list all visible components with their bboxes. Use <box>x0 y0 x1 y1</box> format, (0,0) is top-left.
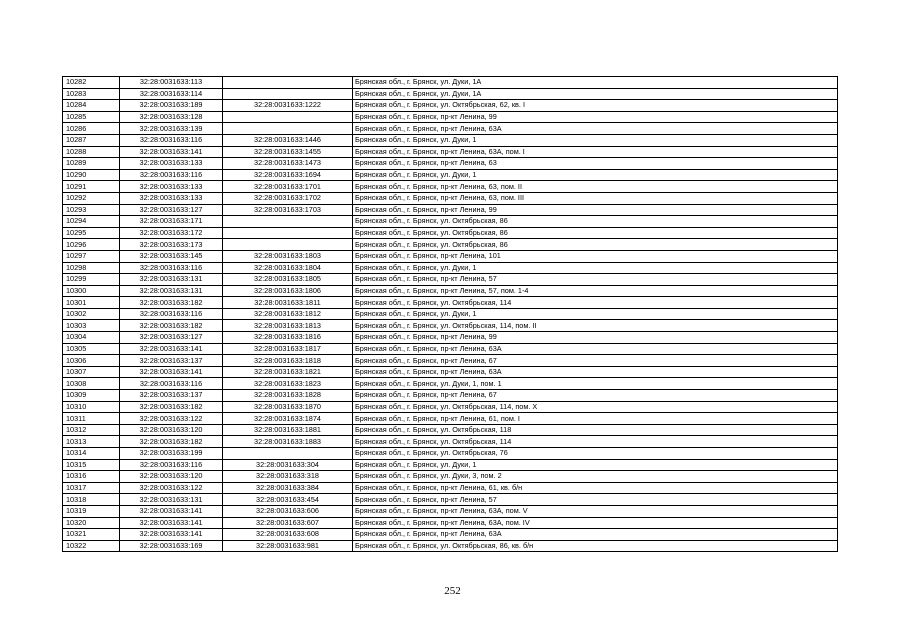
parcel-number-cell: 32:28:0031633:131 <box>120 274 223 286</box>
table-row <box>63 216 838 228</box>
object-number-cell <box>223 239 353 251</box>
table-row <box>63 181 838 193</box>
row-number-cell: 10288 <box>63 146 120 158</box>
object-number-cell: 32:28:0031633:981 <box>223 540 353 552</box>
object-number-cell <box>223 88 353 100</box>
table-row <box>63 436 838 448</box>
object-number-cell: 32:28:0031633:1823 <box>223 378 353 390</box>
row-number-cell: 10312 <box>63 424 120 436</box>
table-row <box>63 448 838 460</box>
row-number-cell: 10284 <box>63 100 120 112</box>
row-number-cell: 10292 <box>63 192 120 204</box>
table-row <box>63 459 838 471</box>
table-row <box>63 366 838 378</box>
row-number-cell: 10316 <box>63 471 120 483</box>
row-number-cell: 10287 <box>63 134 120 146</box>
object-number-cell <box>223 123 353 135</box>
address-cell: Брянская обл., г. Брянск, ул. Октябрьская, 62, кв. I <box>353 100 838 112</box>
address-cell: Брянская обл., г. Брянск, пр-кт Ленина, 63 <box>353 158 838 170</box>
table-row <box>63 285 838 297</box>
address-cell: Брянская обл., г. Брянск, пр-кт Ленина, 63, пом. II <box>353 181 838 193</box>
parcel-number-cell: 32:28:0031633:131 <box>120 494 223 506</box>
row-number-cell: 10319 <box>63 505 120 517</box>
row-number-cell: 10291 <box>63 181 120 193</box>
row-number-cell: 10314 <box>63 448 120 460</box>
address-cell: Брянская обл., г. Брянск, пр-кт Ленина, 67 <box>353 390 838 402</box>
address-cell: Брянская обл., г. Брянск, ул. Дуки, 1 <box>353 134 838 146</box>
address-cell: Брянская обл., г. Брянск, ул. Октябрьская, 114 <box>353 436 838 448</box>
object-number-cell: 32:28:0031633:1701 <box>223 181 353 193</box>
object-number-cell: 32:28:0031633:384 <box>223 482 353 494</box>
address-cell: Брянская обл., г. Брянск, пр-кт Ленина, 99 <box>353 204 838 216</box>
object-number-cell: 32:28:0031633:1828 <box>223 390 353 402</box>
parcel-number-cell: 32:28:0031633:145 <box>120 250 223 262</box>
object-number-cell: 32:28:0031633:1818 <box>223 355 353 367</box>
table-row <box>63 529 838 541</box>
row-number-cell: 10298 <box>63 262 120 274</box>
address-cell: Брянская обл., г. Брянск, пр-кт Ленина, 63А, пом. I <box>353 146 838 158</box>
object-number-cell: 32:28:0031633:1813 <box>223 320 353 332</box>
table-row <box>63 227 838 239</box>
object-number-cell <box>223 111 353 123</box>
row-number-cell: 10295 <box>63 227 120 239</box>
row-number-cell: 10307 <box>63 366 120 378</box>
parcel-number-cell: 32:28:0031633:182 <box>120 401 223 413</box>
object-number-cell: 32:28:0031633:1694 <box>223 169 353 181</box>
address-cell: Брянская обл., г. Брянск, пр-кт Ленина, 63, пом. III <box>353 192 838 204</box>
address-cell: Брянская обл., г. Брянск, ул. Октябрьская, 114, пом. X <box>353 401 838 413</box>
address-cell: Брянская обл., г. Брянск, ул. Октябрьская, 86 <box>353 239 838 251</box>
row-number-cell: 10305 <box>63 343 120 355</box>
parcel-number-cell: 32:28:0031633:116 <box>120 169 223 181</box>
object-number-cell: 32:28:0031633:1806 <box>223 285 353 297</box>
parcel-number-cell: 32:28:0031633:127 <box>120 204 223 216</box>
object-number-cell: 32:28:0031633:1473 <box>223 158 353 170</box>
address-cell: Брянская обл., г. Брянск, ул. Октябрьская, 76 <box>353 448 838 460</box>
address-cell: Брянская обл., г. Брянск, ул. Октябрьская, 114 <box>353 297 838 309</box>
address-cell: Брянская обл., г. Брянск, пр-кт Ленина, 63А <box>353 529 838 541</box>
address-cell: Брянская обл., г. Брянск, ул. Дуки, 1 <box>353 459 838 471</box>
row-number-cell: 10293 <box>63 204 120 216</box>
row-number-cell: 10283 <box>63 88 120 100</box>
table-row <box>63 158 838 170</box>
table-row <box>63 540 838 552</box>
parcel-number-cell: 32:28:0031633:141 <box>120 146 223 158</box>
address-cell: Брянская обл., г. Брянск, пр-кт Ленина, 99 <box>353 111 838 123</box>
table-row <box>63 332 838 344</box>
row-number-cell: 10309 <box>63 390 120 402</box>
object-number-cell: 32:28:0031633:1222 <box>223 100 353 112</box>
address-cell: Брянская обл., г. Брянск, пр-кт Ленина, 63А <box>353 366 838 378</box>
parcel-number-cell: 32:28:0031633:133 <box>120 181 223 193</box>
object-number-cell: 32:28:0031633:304 <box>223 459 353 471</box>
parcel-number-cell: 32:28:0031633:141 <box>120 505 223 517</box>
parcel-number-cell: 32:28:0031633:113 <box>120 77 223 89</box>
row-number-cell: 10300 <box>63 285 120 297</box>
address-cell: Брянская обл., г. Брянск, пр-кт Ленина, 57 <box>353 274 838 286</box>
parcel-number-cell: 32:28:0031633:131 <box>120 285 223 297</box>
table-row <box>63 505 838 517</box>
table-row <box>63 250 838 262</box>
object-number-cell: 32:28:0031633:318 <box>223 471 353 483</box>
address-cell: Брянская обл., г. Брянск, пр-кт Ленина, 63А, пом. V <box>353 505 838 517</box>
row-number-cell: 10320 <box>63 517 120 529</box>
address-cell: Брянская обл., г. Брянск, ул. Октябрьская, 86, кв. б/н <box>353 540 838 552</box>
parcel-number-cell: 32:28:0031633:171 <box>120 216 223 228</box>
table-row <box>63 146 838 158</box>
row-number-cell: 10321 <box>63 529 120 541</box>
table-row <box>63 471 838 483</box>
parcel-number-cell: 32:28:0031633:137 <box>120 390 223 402</box>
table-row <box>63 401 838 413</box>
row-number-cell: 10289 <box>63 158 120 170</box>
object-number-cell: 32:28:0031633:1821 <box>223 366 353 378</box>
object-number-cell: 32:28:0031633:1816 <box>223 332 353 344</box>
row-number-cell: 10311 <box>63 413 120 425</box>
address-cell: Брянская обл., г. Брянск, пр-кт Ленина, 101 <box>353 250 838 262</box>
row-number-cell: 10294 <box>63 216 120 228</box>
parcel-number-cell: 32:28:0031633:116 <box>120 134 223 146</box>
row-number-cell: 10322 <box>63 540 120 552</box>
parcel-number-cell: 32:28:0031633:122 <box>120 413 223 425</box>
table-row <box>63 123 838 135</box>
parcel-number-cell: 32:28:0031633:114 <box>120 88 223 100</box>
row-number-cell: 10310 <box>63 401 120 413</box>
row-number-cell: 10313 <box>63 436 120 448</box>
object-number-cell: 32:28:0031633:1811 <box>223 297 353 309</box>
parcel-number-cell: 32:28:0031633:116 <box>120 378 223 390</box>
parcel-number-cell: 32:28:0031633:189 <box>120 100 223 112</box>
table-row <box>63 378 838 390</box>
object-number-cell: 32:28:0031633:1870 <box>223 401 353 413</box>
address-cell: Брянская обл., г. Брянск, ул. Дуки, 3, пом. 2 <box>353 471 838 483</box>
parcel-number-cell: 32:28:0031633:172 <box>120 227 223 239</box>
table-row <box>63 355 838 367</box>
parcel-number-cell: 32:28:0031633:173 <box>120 239 223 251</box>
parcel-number-cell: 32:28:0031633:116 <box>120 459 223 471</box>
row-number-cell: 10318 <box>63 494 120 506</box>
address-cell: Брянская обл., г. Брянск, пр-кт Ленина, 99 <box>353 332 838 344</box>
object-number-cell: 32:28:0031633:1817 <box>223 343 353 355</box>
page-number: 252 <box>444 585 461 597</box>
parcel-number-cell: 32:28:0031633:141 <box>120 343 223 355</box>
object-number-cell: 32:28:0031633:1812 <box>223 308 353 320</box>
row-number-cell: 10306 <box>63 355 120 367</box>
object-number-cell: 32:28:0031633:1804 <box>223 262 353 274</box>
parcel-number-cell: 32:28:0031633:137 <box>120 355 223 367</box>
object-number-cell: 32:28:0031633:1455 <box>223 146 353 158</box>
address-cell: Брянская обл., г. Брянск, пр-кт Ленина, 57, пом. 1-4 <box>353 285 838 297</box>
parcel-number-cell: 32:28:0031633:116 <box>120 308 223 320</box>
row-number-cell: 10302 <box>63 308 120 320</box>
object-number-cell: 32:28:0031633:1874 <box>223 413 353 425</box>
address-cell: Брянская обл., г. Брянск, ул. Дуки, 1, пом. 1 <box>353 378 838 390</box>
table-row <box>63 134 838 146</box>
object-number-cell: 32:28:0031633:1446 <box>223 134 353 146</box>
address-cell: Брянская обл., г. Брянск, ул. Дуки, 1 <box>353 169 838 181</box>
address-cell: Брянская обл., г. Брянск, пр-кт Ленина, 57 <box>353 494 838 506</box>
parcel-number-cell: 32:28:0031633:182 <box>120 320 223 332</box>
row-number-cell: 10315 <box>63 459 120 471</box>
parcel-number-cell: 32:28:0031633:127 <box>120 332 223 344</box>
object-number-cell: 32:28:0031633:607 <box>223 517 353 529</box>
address-cell: Брянская обл., г. Брянск, ул. Октябрьская, 114, пом. II <box>353 320 838 332</box>
table-row <box>63 274 838 286</box>
table-row <box>63 494 838 506</box>
object-number-cell: 32:28:0031633:608 <box>223 529 353 541</box>
object-number-cell <box>223 227 353 239</box>
object-number-cell: 32:28:0031633:1702 <box>223 192 353 204</box>
parcel-number-cell: 32:28:0031633:133 <box>120 158 223 170</box>
parcel-number-cell: 32:28:0031633:128 <box>120 111 223 123</box>
table-row <box>63 100 838 112</box>
address-cell: Брянская обл., г. Брянск, пр-кт Ленина, 61, кв. б/н <box>353 482 838 494</box>
object-number-cell: 32:28:0031633:1881 <box>223 424 353 436</box>
parcel-number-cell: 32:28:0031633:141 <box>120 529 223 541</box>
table-row <box>63 262 838 274</box>
object-number-cell: 32:28:0031633:454 <box>223 494 353 506</box>
table-row <box>63 239 838 251</box>
table-row <box>63 413 838 425</box>
address-cell: Брянская обл., г. Брянск, пр-кт Ленина, 61, пом. I <box>353 413 838 425</box>
parcel-number-cell: 32:28:0031633:120 <box>120 424 223 436</box>
table-row <box>63 390 838 402</box>
row-number-cell: 10301 <box>63 297 120 309</box>
object-number-cell <box>223 448 353 460</box>
table-row <box>63 517 838 529</box>
object-number-cell: 32:28:0031633:606 <box>223 505 353 517</box>
address-cell: Брянская обл., г. Брянск, ул. Октябрьская, 86 <box>353 216 838 228</box>
address-cell: Брянская обл., г. Брянск, ул. Октябрьская, 86 <box>353 227 838 239</box>
parcel-number-cell: 32:28:0031633:133 <box>120 192 223 204</box>
address-cell: Брянская обл., г. Брянск, ул. Дуки, 1А <box>353 77 838 89</box>
address-cell: Брянская обл., г. Брянск, ул. Октябрьская, 118 <box>353 424 838 436</box>
table-row <box>63 204 838 216</box>
object-number-cell: 32:28:0031633:1883 <box>223 436 353 448</box>
table-row <box>63 424 838 436</box>
parcel-number-cell: 32:28:0031633:182 <box>120 297 223 309</box>
row-number-cell: 10290 <box>63 169 120 181</box>
row-number-cell: 10296 <box>63 239 120 251</box>
parcel-number-cell: 32:28:0031633:120 <box>120 471 223 483</box>
object-number-cell: 32:28:0031633:1805 <box>223 274 353 286</box>
parcel-number-cell: 32:28:0031633:182 <box>120 436 223 448</box>
parcel-number-cell: 32:28:0031633:116 <box>120 262 223 274</box>
table-row <box>63 297 838 309</box>
row-number-cell: 10303 <box>63 320 120 332</box>
parcel-number-cell: 32:28:0031633:169 <box>120 540 223 552</box>
object-number-cell: 32:28:0031633:1703 <box>223 204 353 216</box>
table-row <box>63 77 838 89</box>
table-row <box>63 88 838 100</box>
address-cell: Брянская обл., г. Брянск, ул. Дуки, 1 <box>353 308 838 320</box>
table-row <box>63 308 838 320</box>
table-row <box>63 482 838 494</box>
row-number-cell: 10297 <box>63 250 120 262</box>
address-cell: Брянская обл., г. Брянск, ул. Дуки, 1 <box>353 262 838 274</box>
object-number-cell <box>223 216 353 228</box>
address-cell: Брянская обл., г. Брянск, пр-кт Ленина, 63А <box>353 123 838 135</box>
address-cell: Брянская обл., г. Брянск, пр-кт Ленина, 63А <box>353 343 838 355</box>
parcel-number-cell: 32:28:0031633:139 <box>120 123 223 135</box>
table-body <box>63 77 838 552</box>
parcel-number-cell: 32:28:0031633:141 <box>120 366 223 378</box>
row-number-cell: 10308 <box>63 378 120 390</box>
row-number-cell: 10317 <box>63 482 120 494</box>
object-number-cell <box>223 77 353 89</box>
table-row <box>63 320 838 332</box>
row-number-cell: 10286 <box>63 123 120 135</box>
object-number-cell: 32:28:0031633:1803 <box>223 250 353 262</box>
row-number-cell: 10299 <box>63 274 120 286</box>
table-row <box>63 343 838 355</box>
table-row <box>63 192 838 204</box>
table-row <box>63 111 838 123</box>
row-number-cell: 10304 <box>63 332 120 344</box>
address-cell: Брянская обл., г. Брянск, пр-кт Ленина, 63А, пом. IV <box>353 517 838 529</box>
row-number-cell: 10282 <box>63 77 120 89</box>
address-cell: Брянская обл., г. Брянск, ул. Дуки, 1А <box>353 88 838 100</box>
table-row <box>63 169 838 181</box>
address-cell: Брянская обл., г. Брянск, пр-кт Ленина, 67 <box>353 355 838 367</box>
row-number-cell: 10285 <box>63 111 120 123</box>
parcel-number-cell: 32:28:0031633:141 <box>120 517 223 529</box>
parcel-number-cell: 32:28:0031633:199 <box>120 448 223 460</box>
registry-table <box>62 76 838 552</box>
parcel-number-cell: 32:28:0031633:122 <box>120 482 223 494</box>
